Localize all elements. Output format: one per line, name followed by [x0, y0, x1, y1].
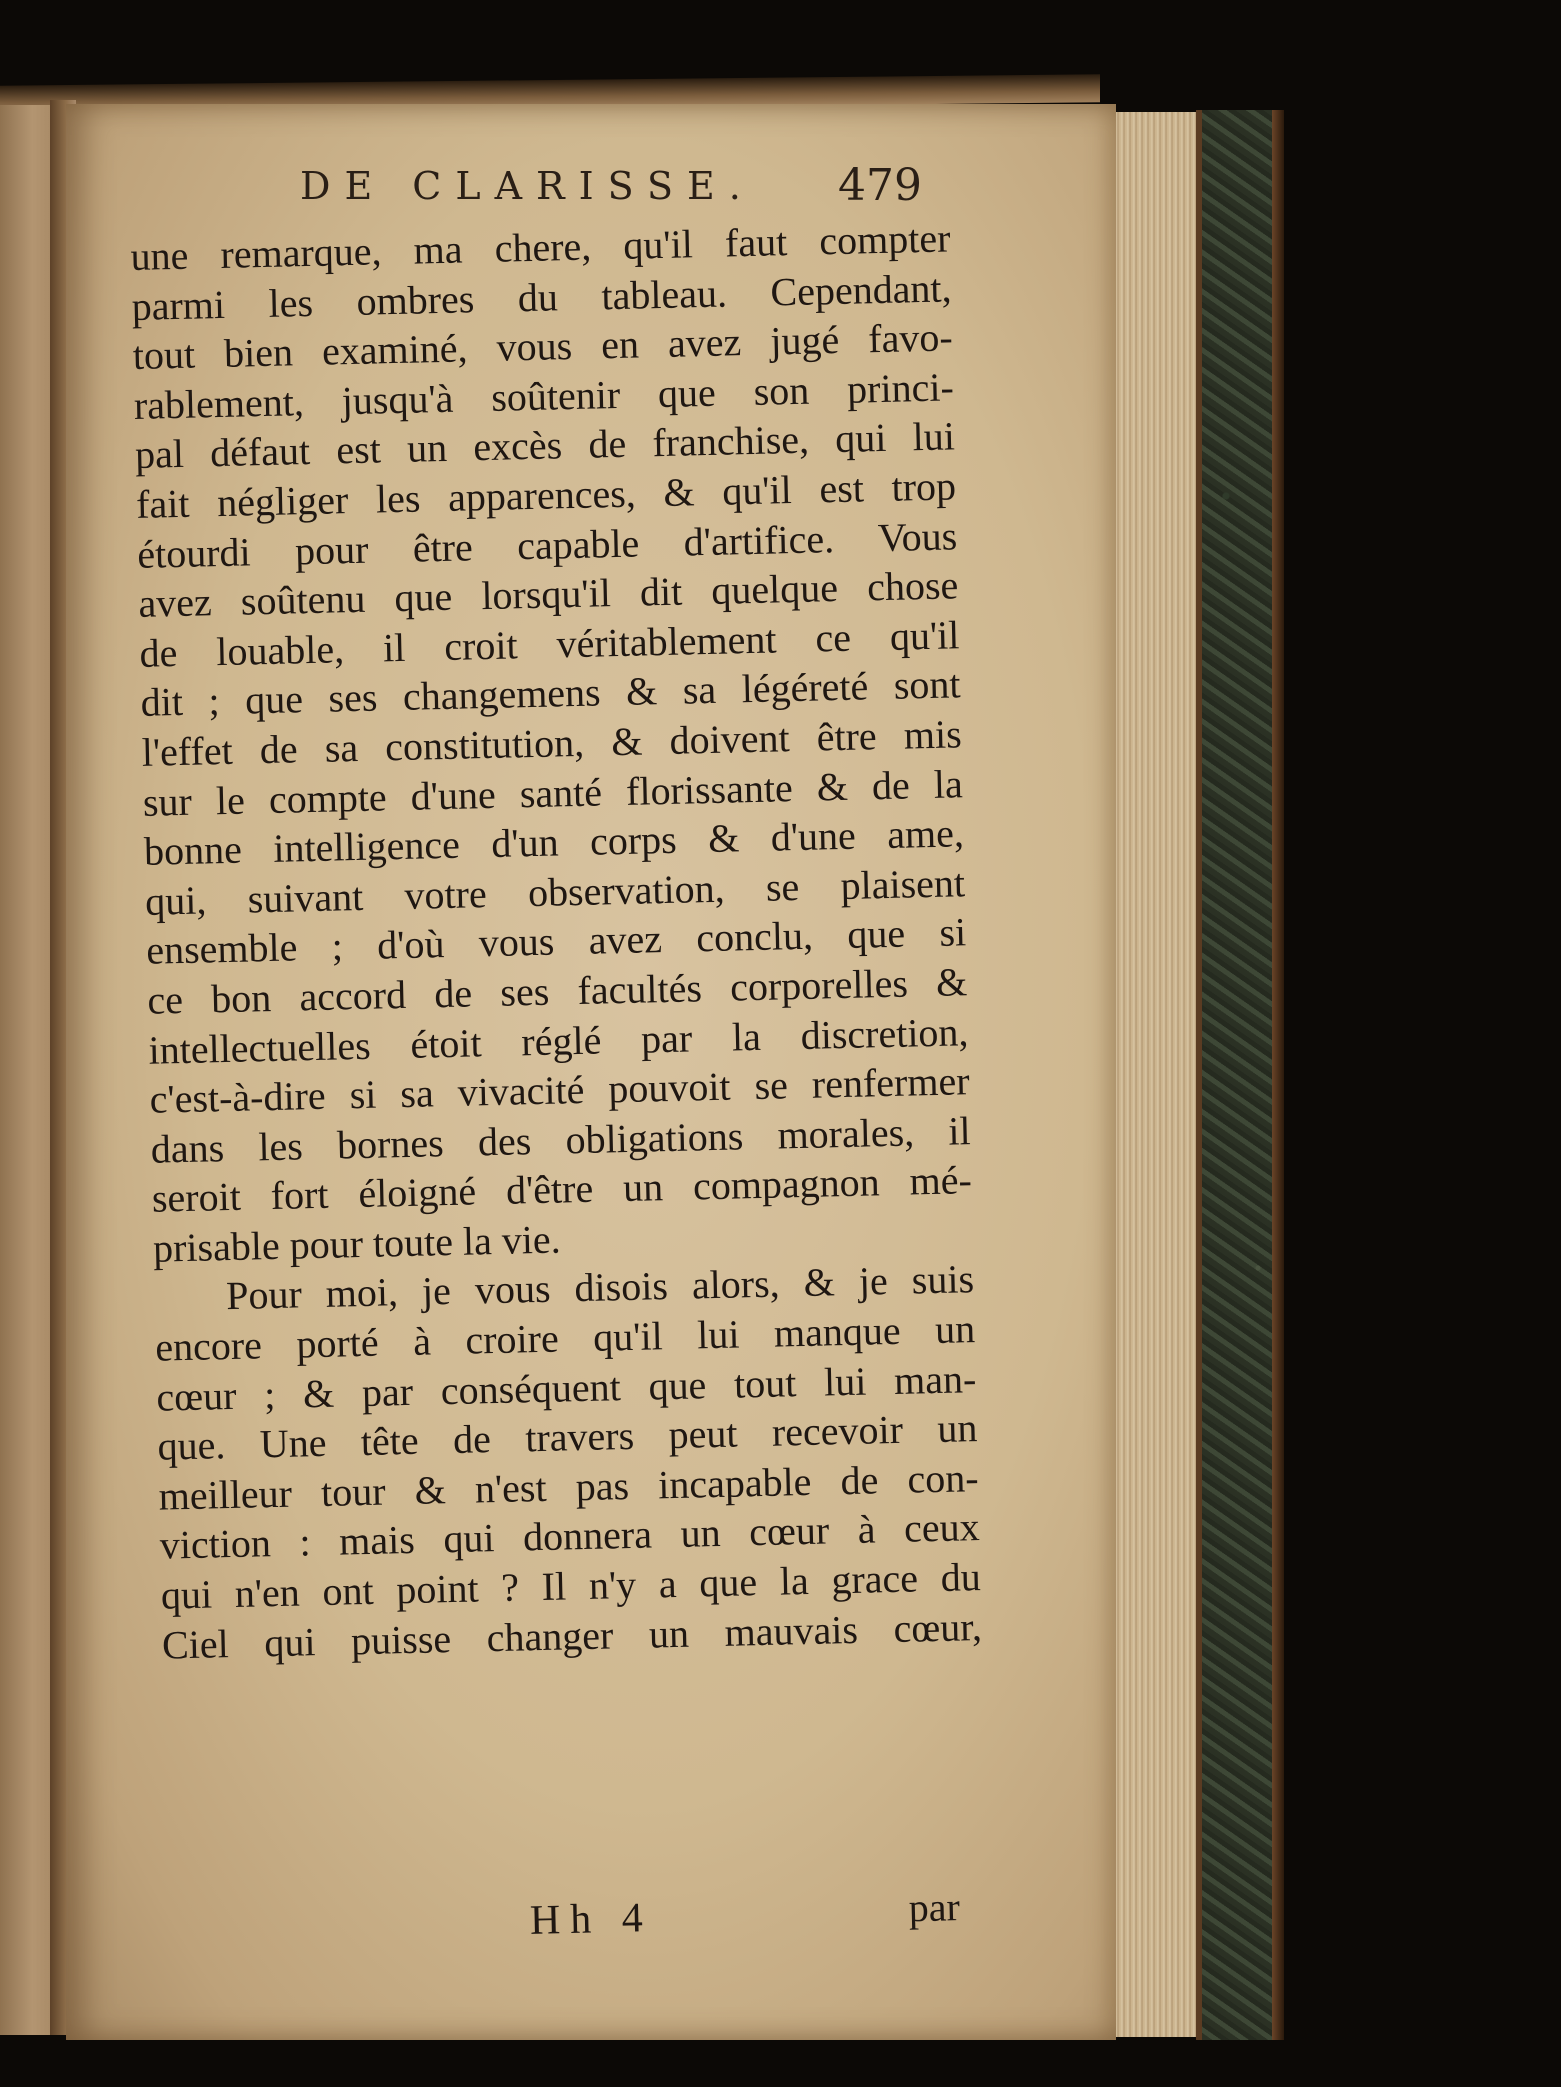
text-line: pal défaut est un excès de franchise, qui lui — [134, 413, 956, 478]
text-line: viction : mais qui donnera un cœur à ceux — [159, 1504, 981, 1569]
text-line: rablement, jusqu'à soûtenir que son princi- — [133, 364, 955, 428]
text-line: dit ; que ses changemens & sa légéreté sont — [140, 661, 961, 726]
text-line: c'est-à-dire si sa vivacité pouvoit se renfermer — [149, 1058, 970, 1122]
cover-spine-edge — [1272, 110, 1284, 2040]
text-line: tout bien examiné, vous en avez jugé favo- — [132, 314, 954, 379]
text-line: que. Une tête de travers peut recevoir un — [157, 1405, 978, 1469]
text-line: avez soûtenu que lorsqu'il dit quelque chose — [137, 562, 959, 627]
page-number: 479 — [838, 160, 922, 211]
text-line: ensemble ; d'où vous avez conclu, que si — [145, 909, 967, 974]
text-line: dans les bornes des obligations morales, il — [150, 1107, 972, 1172]
text-line: fait négliger les apparences, & qu'il est trop — [135, 463, 957, 527]
running-head-title: DE CLARISSE. — [300, 164, 755, 208]
text-line: sur le compte d'une santé florissante & de la — [142, 760, 964, 825]
catchword: par — [908, 1884, 961, 1931]
text-line: bonne intelligence d'un corps & d'une ame, — [143, 810, 965, 874]
text-line: Ciel qui puisse changer un mauvais cœur, — [161, 1603, 983, 1668]
text-line: parmi les ombres du tableau. Cependant, — [131, 264, 952, 329]
text-line: qui n'en ont point ? Il n'y a que la grace du — [160, 1554, 982, 1618]
text-line: qui, suivant votre observation, se plaisent — [144, 859, 966, 924]
body-text — [130, 213, 982, 1669]
text-line: prisable pour toute la vie. — [152, 1216, 562, 1271]
text-line: une remarque, ma chere, qu'il faut compter — [130, 215, 951, 279]
text-line: étourdi pour être capable d'artifice. Vous — [136, 512, 958, 577]
page-footer — [529, 1884, 961, 1957]
text-line: cœur ; & par conséquent que tout lui man- — [155, 1355, 977, 1420]
page-block-edges — [1108, 112, 1200, 2037]
text-line: encore porté à croire qu'il lui manque un — [154, 1306, 976, 1370]
text-line: Pour moi, je vous disois alors, & je suis — [225, 1256, 975, 1319]
text-line: ce bon accord de ses facultés corporelles & — [146, 959, 968, 1023]
text-line: l'effet de sa constitution, & doivent être mis — [141, 711, 963, 775]
running-head — [300, 158, 940, 218]
text-line: meilleur tour & n'est pas incapable de con- — [158, 1454, 979, 1519]
text-line: seroit fort éloigné d'être un compagnon mé- — [151, 1157, 973, 1222]
signature-mark: Hh 4 — [529, 1895, 654, 1944]
text-line: intellectuelles étoit réglé par la discretion, — [148, 1008, 969, 1073]
text-line: de louable, il croit véritablement ce qu'il — [139, 612, 960, 676]
marbled-cover — [1196, 110, 1282, 2040]
